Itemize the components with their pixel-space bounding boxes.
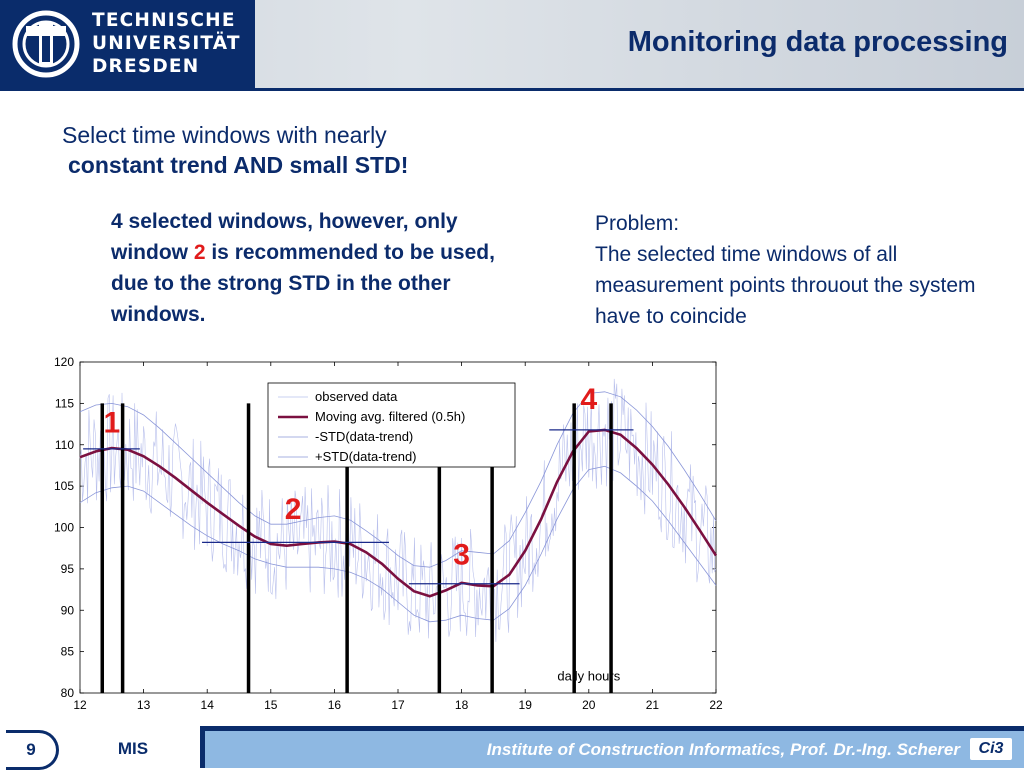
tud-emblem-icon — [2, 0, 90, 88]
university-logo — [0, 0, 255, 88]
x-tick-label: 17 — [391, 698, 405, 712]
window-label-1: 1 — [103, 406, 121, 440]
y-tick-label: 90 — [60, 603, 74, 618]
x-tick-label: 19 — [518, 698, 532, 712]
x-tick-label: 12 — [73, 698, 87, 712]
page-title: Monitoring data processing — [627, 26, 1008, 58]
intro-line-1: Select time windows with nearly — [62, 122, 387, 148]
y-tick-label: 85 — [60, 644, 74, 659]
x-tick-label: 20 — [582, 698, 596, 712]
window-label-2: 2 — [284, 493, 302, 527]
x-tick-label: 14 — [200, 698, 214, 712]
y-tick-label: 110 — [54, 437, 74, 452]
x-tick-label: 13 — [136, 698, 151, 712]
window-label-3: 3 — [453, 538, 470, 572]
institute-text: Institute of Construction Informatics, Prof. Dr.-Ing. Scherer — [486, 740, 960, 759]
x-tick-label: 18 — [454, 698, 469, 712]
page-number: 9 — [6, 730, 59, 770]
x-axis-annotation: daily hours — [557, 668, 621, 684]
y-tick-label: 120 — [53, 355, 74, 369]
y-tick-label: 95 — [60, 561, 74, 576]
y-tick-label: 115 — [54, 396, 74, 411]
x-tick-label: 16 — [327, 698, 342, 712]
logo-line-3: DRESDEN — [92, 56, 200, 77]
windows-note — [111, 206, 511, 330]
legend-label: -STD(data-trend) — [315, 429, 414, 444]
legend-label: observed data — [315, 389, 398, 404]
y-tick-label: 80 — [60, 686, 74, 700]
course-label: MIS — [70, 730, 196, 768]
logo-line-1: TECHNISCHE — [92, 10, 236, 31]
institute-bar — [205, 731, 1024, 768]
window-label-4: 4 — [580, 383, 598, 417]
legend-label: Moving avg. filtered (0.5h) — [315, 409, 466, 424]
problem-text: The selected time windows of all measurement points throuout the system have to coincide — [595, 243, 976, 328]
problem-title: Problem: — [595, 212, 680, 235]
windows-note-after: is recommended to be used, due to the strong STD in the other windows. — [111, 241, 495, 326]
legend-label: +STD(data-trend) — [315, 449, 417, 464]
logo-line-2: UNIVERSITÄT — [92, 33, 241, 54]
y-tick-label: 105 — [53, 479, 74, 494]
x-tick-label: 21 — [645, 698, 660, 712]
y-tick-label: 100 — [53, 520, 74, 535]
header-divider — [0, 88, 1024, 91]
window-highlight: 2 — [193, 241, 206, 264]
cib-logo: Ci3 — [970, 738, 1012, 760]
header — [0, 0, 1024, 88]
monitoring-chart — [40, 352, 740, 724]
windows-note-before: 4 selected windows, however, only window — [111, 210, 458, 264]
intro-line-2: constant trend AND small STD! — [68, 152, 409, 178]
problem-block — [595, 208, 1005, 332]
x-tick-label: 15 — [264, 698, 278, 712]
x-tick-label: 22 — [709, 698, 723, 712]
